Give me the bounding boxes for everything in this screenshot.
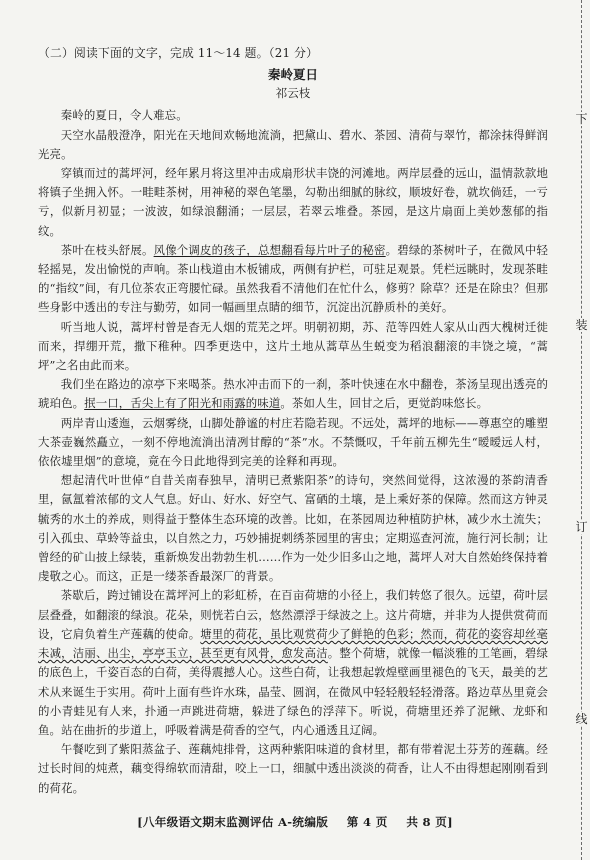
article-author: 祁云枝 — [275, 86, 311, 101]
paragraph-text: 茶叶在枝头舒展。 — [60, 242, 154, 257]
article-paragraph — [38, 318, 548, 376]
binding-margin — [573, 0, 590, 860]
paragraph-text: 午餐吃到了紫阳蒸盆子、莲藕炖排骨，这两种紫阳味道的食材里，都有带着泥土芬芳的莲藕。经过长时间的炖煮，藕变得绵软而清甜，咬上一口，细腻中透出淡淡的荷香，让人不由得想起刚刚看到的荷花。 — [38, 742, 548, 795]
paragraph-text: 。茶如人生，回甘之后，更觉韵味悠长。 — [280, 396, 489, 411]
binding-dashed-line — [581, 0, 582, 860]
reading-passage — [38, 44, 548, 798]
article-paragraph — [38, 740, 548, 798]
article-paragraph — [38, 471, 548, 586]
underlined-sentence: 风像个调皮的孩子，总想翻看每片叶子的秘密 — [153, 242, 386, 257]
paragraph-text: 天空水晶般澄净，阳光在天地间欢畅地流淌，把黛山、碧水、茶园、清荷与翠竹，都涂抹得鲜润光亮。 — [38, 127, 548, 161]
wavy-underlined-sentence: 塘里的荷花，虽比观赏荷少了鲜艳的色彩；然而，荷花的姿容却丝毫未减，洁丽、出尘，亭亭玉立，甚至更有风骨，愈发高洁 — [38, 626, 548, 661]
paragraph-text: 听当地人说，蒿坪村曾是杳无人烟的荒芜之坪。明朝初期，苏、范等四姓人家从山西大槐树迁徙而来，捍绷开荒，撒下稚种。四季更迭中，这片土地从蒿草丛生蜕变为稻浪翻滚的丰饶之境，“蒿坪”之名由此而来。 — [38, 319, 548, 373]
binding-char-ding: 订 — [575, 520, 588, 534]
underlined-sentence: 抿一口，舌尖上有了阳光和雨露的味道 — [84, 396, 281, 411]
footer-total-pages: 共 8 页] — [406, 815, 453, 829]
paragraph-text: 穿镇而过的蒿坪河，经年累月将这里冲击成扇形状丰饶的河滩地。两岸层叠的远山，温情款款地将镇子坐拥入怀。一畦畦茶树，用神秘的翠色笔墨，勾勒出细腻的脉纹，顺坡好卷，就坎倘廷，一亏亏，似新月初显；一波波，如绿浪翻涌；一层层，若翠云堆叠。茶园，是这片扇面上美妙葱郁的指纹。 — [38, 166, 548, 238]
binding-char-xian: 线 — [575, 712, 588, 726]
section-header: （二）阅读下面的文字，完成 11～14 题。（21 分） — [38, 46, 319, 60]
footer-page-number: 第 4 页 — [346, 815, 388, 829]
article-paragraph — [38, 414, 548, 472]
page-footer — [0, 814, 590, 830]
article-paragraph — [38, 586, 548, 740]
article-title: 秦岭夏日 — [267, 67, 318, 83]
paragraph-text: 两岸青山逶迤，云烟雾绕，山脚处静谧的村庄若隐若现。不远处，蒿坪的地标——尊惠空的雕塑大茶壶巍然矗立，一刻不停地流淌出清冽甘醇的“茶”水。不禁慨叹，千年前五柳先生“暧暧远人村，依依墟里烟”的意境，竟在今日此地得到完美的诠释和再现。 — [38, 415, 548, 469]
paragraph-text: 。碧绿的茶树叶子，在微风中轻轻摇晃，发出愉悦的声响。茶山栈道由木板铺成，两侧有护栏，可驻足观景。凭栏远眺时，发现茶畦的“指纹”间，有几位茶农正弯腰忙碌。虽然我看不清他们在忙什么，修剪？除草？还是在除虫？但那些身影中透出的专注与勤劳，如同一幅画里点睛的细节，沉淀出沉静质朴的美好。 — [38, 242, 548, 315]
article-paragraph — [38, 106, 548, 125]
binding-char-zhuang: 装 — [575, 318, 588, 332]
paragraph-text: 想起清代叶世倬“自昔关南春独早，清明已煮紫阳茶”的诗句，突然间觉得，这浓漫的茶韵清香里，氤氲着浓郁的文人气息。好山、好水、好空气、富硒的土壤，是上乘好茶的保障。然而这方钟灵毓秀的水土的养成，则得益于整体生态环境的改善。比如，在茶园周边种植防护林，减少水土流失；引入孤虫、草蛉等益虫，以自然之力，巧妙捕捉刺绣茶园里的害虫；定期巡查河流，施行河长制；让曾经的矿山披上绿装，重新焕发出勃勃生机……作为一处少旧多山之地，蒿坪人对大自然始终保持着虔敬之心。而这，正是一缕茶香最深厂的背景。 — [38, 473, 548, 584]
paragraph-text: 。整个荷塘，就像一幅淡雅的工笔画，碧绿的底色上，千姿百态的白荷，美得震撼人心。这些白荷，让我想起敦煌壁画里褪色的飞天，最美的艺术从来诞生于实用。荷叶上面有些许水珠，晶莹、圆润，在微风中轻轻般轻轻滑落。路边草丛里竟会的小青蛙见有人来，扑通一声跳进荷塘，躲进了绿色的浮萍下。听说，荷塘里还养了泥鳅、龙虾和鱼。站在曲折的步道上，呼吸着满是荷香的空气，内心通透且辽阔。 — [38, 646, 548, 737]
paragraph-text: 茶歇后，跨过铺设在蒿坪河上的彩虹桥，在百亩荷塘的小径上，我们转悠了很久。远望，荷叶层层叠叠，如翻滚的绿浪。花朵，则恍若白云，悠然漂浮于绿波之上。这片荷塘，并非为人提供赏荷而设，它肩负着生产莲藕的使命。 — [38, 588, 548, 641]
paragraph-text: 秦岭的夏日，令人难忘。 — [60, 108, 188, 123]
article-body — [38, 106, 548, 797]
article-paragraph — [38, 375, 548, 413]
article-paragraph — [38, 126, 548, 164]
article-paragraph — [38, 241, 548, 318]
footer-exam-title: [八年级语文期末监测评估 A-统编版 — [137, 815, 329, 829]
paragraph-text: 我们坐在路边的凉亭下来喝茶。热水冲击而下的一刹，茶叶快速在水中翻卷，茶汤呈现出透亮的琥珀色。 — [38, 377, 548, 411]
binding-char-xia: 下 — [575, 112, 588, 126]
article-paragraph — [38, 164, 548, 241]
